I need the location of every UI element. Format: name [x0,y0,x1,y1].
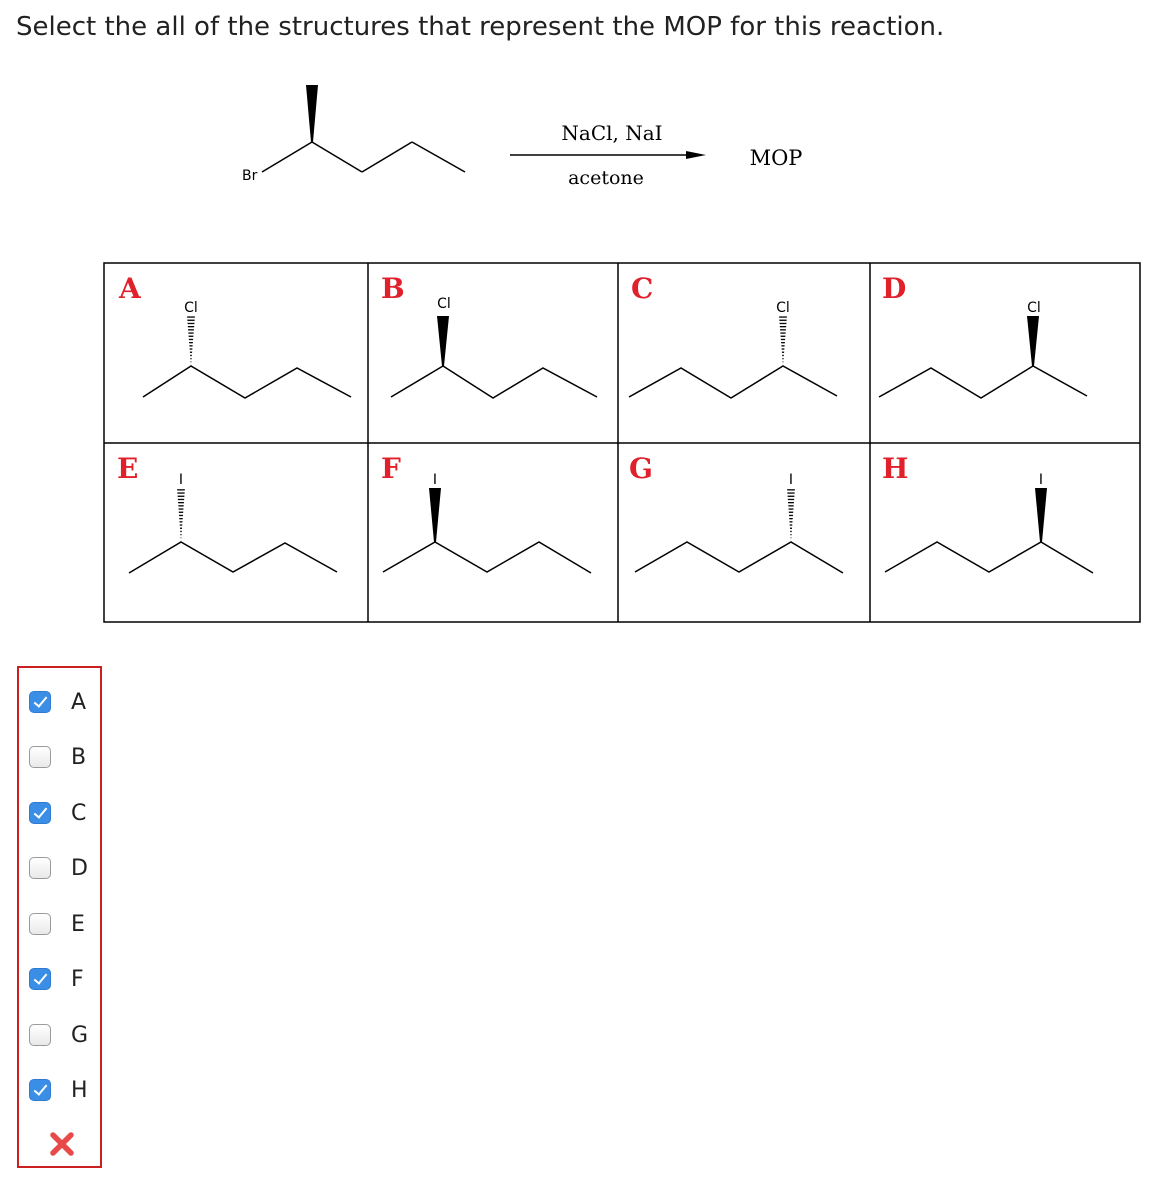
question-text: Select the all of the structures that represent the MOP for this reaction. [16,12,945,42]
structure-letter-e: E [117,452,139,485]
structure-letter-a: A [119,272,141,305]
checkbox-e[interactable] [29,913,51,935]
option-label-a: A [71,689,87,715]
option-d[interactable] [29,853,88,883]
checkbox-h[interactable] [29,1079,51,1101]
reagents-label: NaCl, NaI [561,121,663,145]
structure-grid [103,262,1141,623]
solvent-label: acetone [568,167,644,189]
option-label-c: C [71,800,87,826]
option-g[interactable] [29,1020,88,1050]
checkbox-g[interactable] [29,1024,51,1046]
atom-label-b: Cl [437,296,451,312]
option-label-h: H [71,1077,88,1103]
option-label-g: G [71,1022,89,1048]
option-h[interactable] [29,1075,88,1105]
structure-letter-f: F [381,452,401,485]
structure-letter-g: G [629,452,653,485]
option-a[interactable] [29,687,86,717]
checkbox-f[interactable] [29,968,51,990]
atom-label-c: Cl [776,300,790,316]
option-label-b: B [71,744,87,770]
structure-letter-c: C [631,272,654,305]
atom-label-h: I [1038,472,1044,488]
structure-letter-h: H [882,452,909,485]
checkbox-d[interactable] [29,857,51,879]
option-label-f: F [71,966,84,992]
option-c[interactable] [29,798,86,828]
product-label: MOP [749,146,803,170]
reaction-scheme [0,0,1156,250]
option-f[interactable] [29,964,84,994]
atom-label-d: Cl [1027,300,1041,316]
atom-label-e: I [178,472,184,488]
arrow-head-icon [686,151,706,159]
structure-letter-b: B [381,272,405,305]
x-mark-icon [48,1130,76,1158]
starting-material [242,85,465,184]
structure-letter-d: D [882,272,907,305]
checkbox-b[interactable] [29,746,51,768]
checkbox-a[interactable] [29,691,51,713]
option-label-d: D [71,855,88,881]
option-label-e: E [71,911,85,937]
bromine-label: Br [242,168,258,184]
atom-label-g: I [788,472,794,488]
option-e[interactable] [29,909,85,939]
answer-options [17,666,102,1168]
atom-label-f: I [432,472,438,488]
checkbox-c[interactable] [29,802,51,824]
atom-label-a: Cl [184,300,198,316]
wedge-bond [306,85,318,142]
option-b[interactable] [29,742,86,772]
